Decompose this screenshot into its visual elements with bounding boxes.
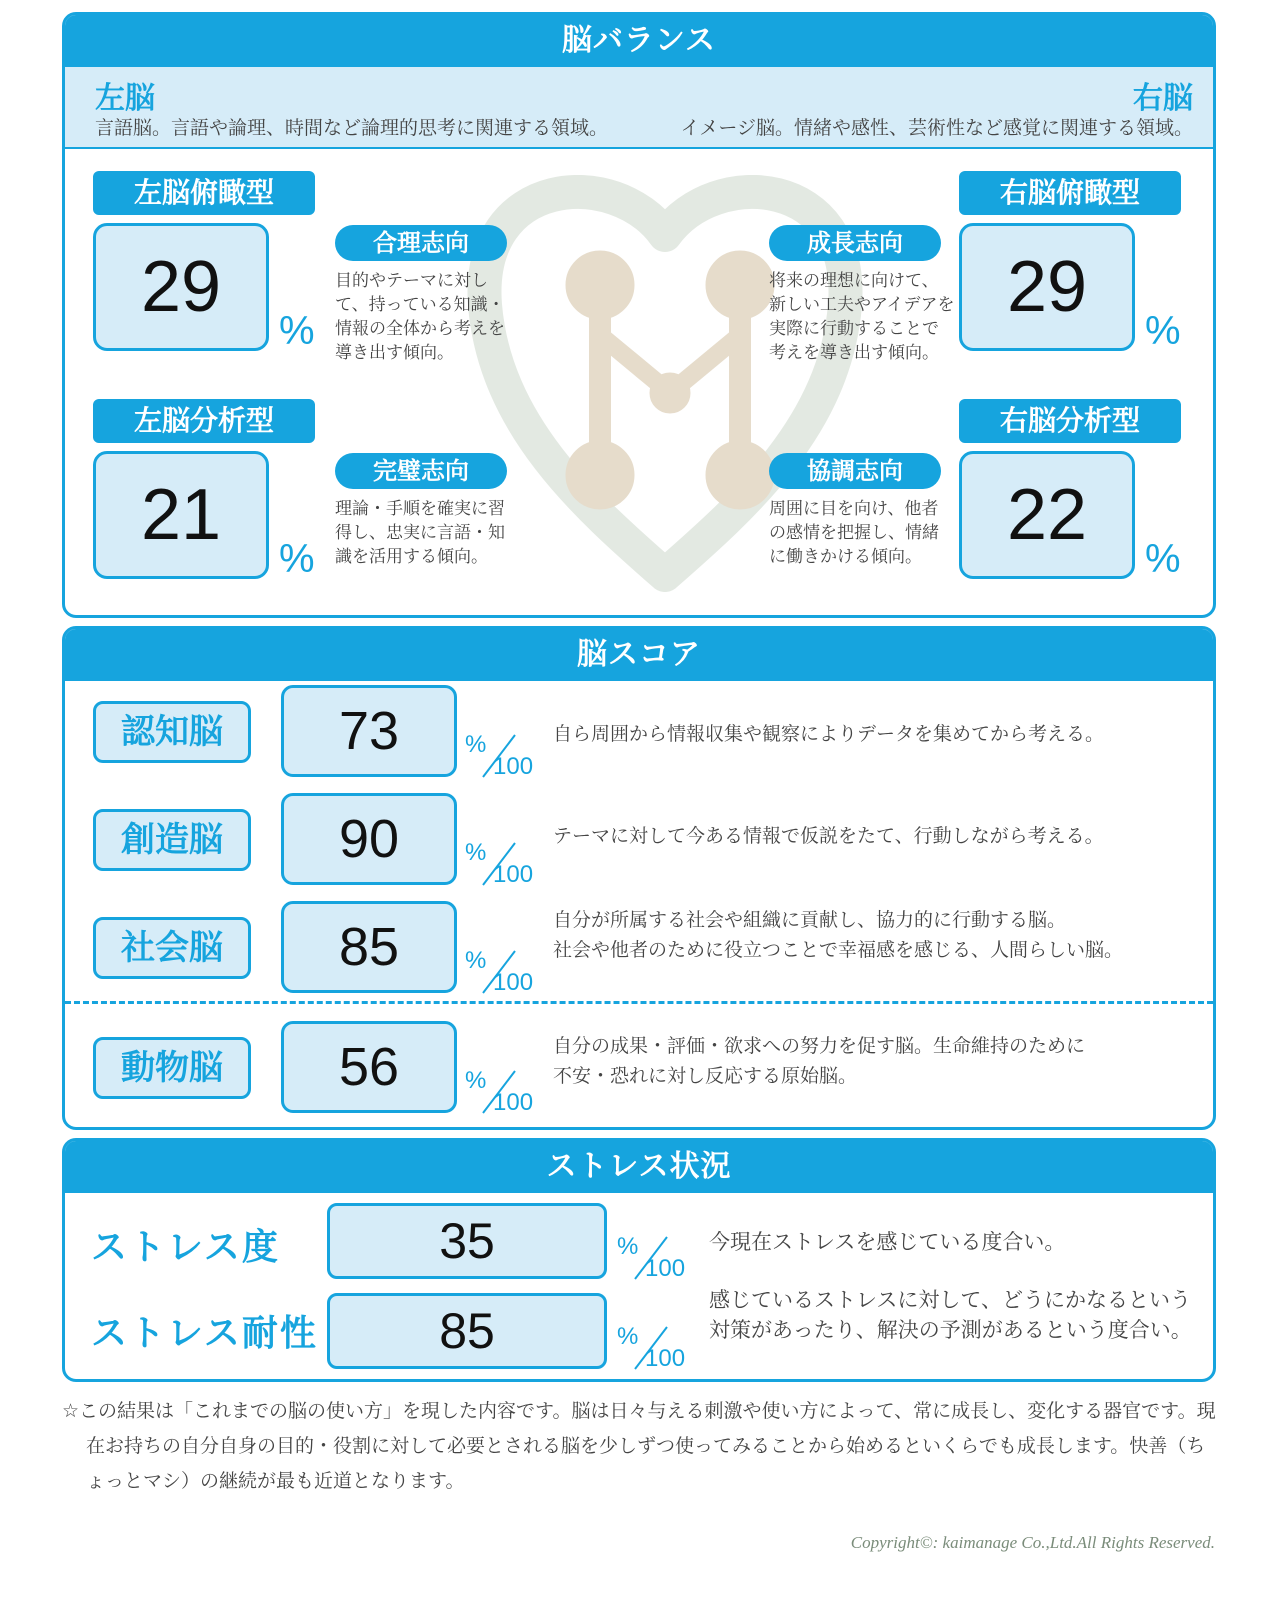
per-hundred-unit bbox=[465, 839, 545, 889]
type-label-right-overview: 右脳俯瞰型 bbox=[959, 171, 1181, 215]
percent-sign: % bbox=[279, 309, 315, 353]
hundred-label: 100 bbox=[493, 753, 534, 780]
type-label-right-analysis: 右脳分析型 bbox=[959, 399, 1181, 443]
hundred-label: 100 bbox=[493, 1089, 534, 1116]
stress-tolerance-desc: 感じているストレスに対して、どうにかなるという対策があったり、解決の予測があるという度合い。 bbox=[709, 1288, 1192, 1342]
brain-score-panel bbox=[62, 626, 1216, 1130]
score-desc: 自分が所属する社会や組織に貢献し、協力的に行動する脳。 社会や他者のために役立つことで幸福感を感じる、人間らしい脳。 bbox=[553, 909, 1124, 961]
score-label: 社会脳 bbox=[93, 917, 251, 979]
score-desc: テーマに対して今ある情報で仮説をたて、行動しながら考える。 bbox=[553, 825, 1104, 847]
score-label: 創造脳 bbox=[93, 809, 251, 871]
score-desc: 自分の成果・評価・欲求への努力を促す脳。生命維持のために 不安・恐れに対し反応する原始脳。 bbox=[553, 1035, 1086, 1087]
stress-level-desc: 今現在ストレスを感じている度合い。 bbox=[709, 1230, 1066, 1254]
tendency-rational-desc: 目的やテーマに対して、持っている知識・情報の全体から考えを導き出す傾向。 bbox=[335, 271, 505, 363]
percent-sign: % bbox=[465, 731, 487, 758]
brain-balance-title: 脳バランス bbox=[65, 15, 1213, 67]
type-label-left-analysis: 左脳分析型 bbox=[93, 399, 315, 443]
footnote bbox=[62, 1394, 1216, 1499]
percent-sign: % bbox=[465, 839, 487, 866]
footnote-text: ☆この結果は「これまでの脳の使い方」を現した内容です。脳は日々与える刺激や使い方によって、常に成長し、変化する器官です。現在お持ちの自分自身の目的・役割に対して必要とされる脳を少しずつ使ってみることから始めるといくらでも成長します。快善（ちょっとマシ）の継続が最も近道となります。 bbox=[62, 1400, 1216, 1492]
hundred-label: 100 bbox=[493, 861, 534, 888]
stress-level-value: 35 bbox=[327, 1203, 607, 1279]
right-brain-title: 右脳 bbox=[1133, 81, 1193, 116]
brain-score-title: 脳スコア bbox=[65, 629, 1213, 681]
stress-tolerance-value: 85 bbox=[327, 1293, 607, 1369]
type-label-left-overview: 左脳俯瞰型 bbox=[93, 171, 315, 215]
score-value: 56 bbox=[281, 1021, 457, 1113]
stress-title: ストレス状況 bbox=[65, 1141, 1213, 1193]
tendency-harmony-desc: 周囲に目を向け、他者の感情を把握し、情緒に働きかける傾向。 bbox=[769, 499, 939, 567]
stress-level-label: ストレス度 bbox=[91, 1227, 280, 1268]
stress-panel bbox=[62, 1138, 1216, 1382]
percent-sign: % bbox=[465, 947, 487, 974]
hemisphere-band bbox=[65, 67, 1213, 149]
hundred-label: 100 bbox=[645, 1345, 686, 1372]
value-right-analysis: 22 bbox=[959, 451, 1135, 579]
tendency-harmony: 協調志向 bbox=[769, 453, 941, 489]
percent-sign: % bbox=[617, 1323, 639, 1350]
copyright: Copyright©: kaimanage Co.,Ltd.All Rights Reserved. bbox=[850, 1533, 1215, 1552]
value-left-analysis: 21 bbox=[93, 451, 269, 579]
tendency-rational: 合理志向 bbox=[335, 225, 507, 261]
percent-sign: % bbox=[1145, 537, 1181, 581]
score-value: 85 bbox=[281, 901, 457, 993]
per-hundred-unit bbox=[465, 1067, 545, 1117]
hundred-label: 100 bbox=[645, 1255, 686, 1282]
tendency-growth-desc: 将来の理想に向けて、新しい工夫やアイデアを実際に行動することで考えを導き出す傾向。 bbox=[769, 271, 955, 363]
brain-balance-panel bbox=[62, 12, 1216, 618]
per-hundred-unit bbox=[465, 947, 545, 997]
value-right-overview: 29 bbox=[959, 223, 1135, 351]
right-brain-desc: イメージ脳。情緒や感性、芸術性など感覚に関連する領域。 bbox=[680, 117, 1193, 139]
per-hundred-unit bbox=[617, 1233, 697, 1283]
score-value: 73 bbox=[281, 685, 457, 777]
tendency-perfection-desc: 理論・手順を確実に習得し、忠実に言語・知識を活用する傾向。 bbox=[335, 499, 505, 567]
left-brain-title: 左脳 bbox=[95, 81, 155, 116]
percent-sign: % bbox=[465, 1067, 487, 1094]
per-hundred-unit bbox=[465, 731, 545, 781]
tendency-perfection: 完璧志向 bbox=[335, 453, 507, 489]
tendency-growth: 成長志向 bbox=[769, 225, 941, 261]
per-hundred-unit bbox=[617, 1323, 697, 1373]
stress-tolerance-label: ストレス耐性 bbox=[91, 1313, 318, 1354]
score-label: 認知脳 bbox=[93, 701, 251, 763]
percent-sign: % bbox=[617, 1233, 639, 1260]
score-desc: 自ら周囲から情報収集や観察によりデータを集めてから考える。 bbox=[553, 723, 1105, 745]
percent-sign: % bbox=[1145, 309, 1181, 353]
percent-sign: % bbox=[279, 537, 315, 581]
dashed-divider bbox=[65, 1001, 1213, 1004]
left-brain-desc: 言語脳。言語や論理、時間など論理的思考に関連する領域。 bbox=[95, 117, 609, 139]
hundred-label: 100 bbox=[493, 969, 534, 996]
score-label: 動物脳 bbox=[93, 1037, 251, 1099]
value-left-overview: 29 bbox=[93, 223, 269, 351]
score-value: 90 bbox=[281, 793, 457, 885]
